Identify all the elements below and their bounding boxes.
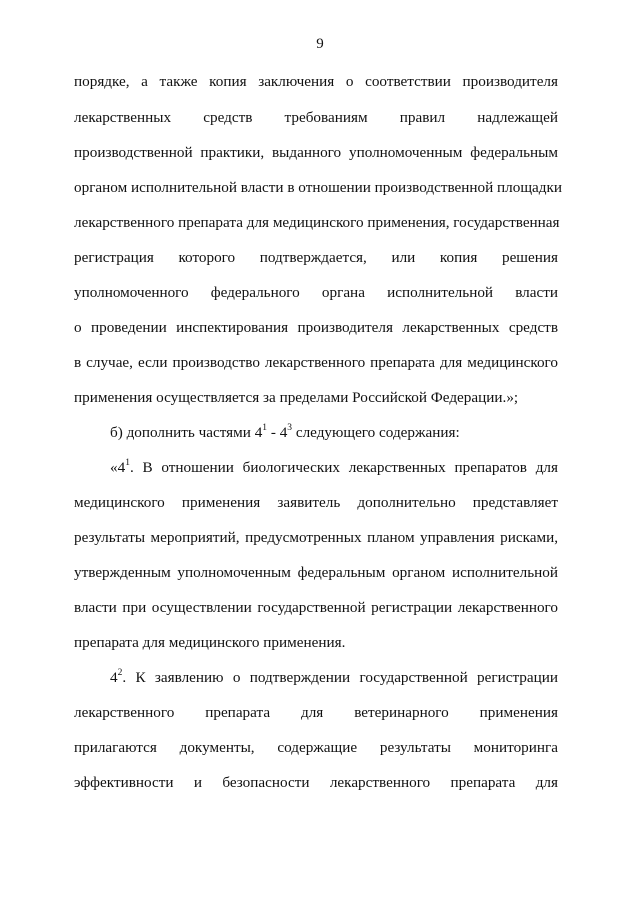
text-fragment: б) дополнить частями 4 xyxy=(110,424,263,441)
text-fragment: - 4 xyxy=(267,424,288,441)
text-line: применения осуществляется за пределами Российской Федерации.»; xyxy=(74,389,519,406)
text-line xyxy=(110,669,558,687)
text-line: власти при осуществлении государственной регистрации лекарственного xyxy=(74,599,558,616)
text-line: порядке, а также копия заключения о соответствии производителя xyxy=(74,73,558,90)
text-line: препарата для медицинского применения. xyxy=(74,634,346,651)
text-line: результаты мероприятий, предусмотренных планом управления рисками, xyxy=(74,529,558,546)
text-fragment: . В отношении биологических лекарственных препаратов для xyxy=(129,459,558,476)
text-line: лекарственного препарата для медицинского применения, государственная xyxy=(74,214,560,231)
superscript: 2 xyxy=(117,667,123,678)
text-fragment: следующего содержания: xyxy=(292,424,460,441)
text-line: уполномоченного федерального органа исполнительной власти xyxy=(74,284,558,301)
text-line: утвержденным уполномоченным федеральным органом исполнительной xyxy=(74,564,558,581)
text-line: в случае, если производство лекарственного препарата для медицинского xyxy=(74,354,558,371)
superscript: 3 xyxy=(287,422,293,433)
page-number: 9 xyxy=(316,36,324,52)
text-line: лекарственных средств требованиям правил надлежащей xyxy=(74,109,558,126)
text-line xyxy=(110,424,460,442)
text-line: регистрация которого подтверждается, или копия решения xyxy=(74,249,558,266)
text-line: медицинского применения заявитель дополнительно представляет xyxy=(74,494,558,511)
text-line: прилагаются документы, содержащие результаты мониторинга xyxy=(74,739,558,756)
superscript: 1 xyxy=(262,422,268,433)
text-line: производственной практики, выданного уполномоченным федеральным xyxy=(74,144,558,161)
text-line: эффективности и безопасности лекарственного препарата для xyxy=(74,774,558,791)
superscript: 1 xyxy=(125,457,130,468)
text-fragment: 4 xyxy=(110,669,118,686)
text-fragment: «4 xyxy=(110,459,126,476)
text-line: лекарственного препарата для ветеринарного применения xyxy=(74,704,558,721)
text-fragment: . К заявлению о подтверждении государственной регистрации xyxy=(122,669,558,686)
text-line: о проведении инспектирования производителя лекарственных средств xyxy=(74,319,558,336)
text-line: органом исполнительной власти в отношении производственной площадки xyxy=(74,179,563,196)
text-line xyxy=(110,459,558,477)
